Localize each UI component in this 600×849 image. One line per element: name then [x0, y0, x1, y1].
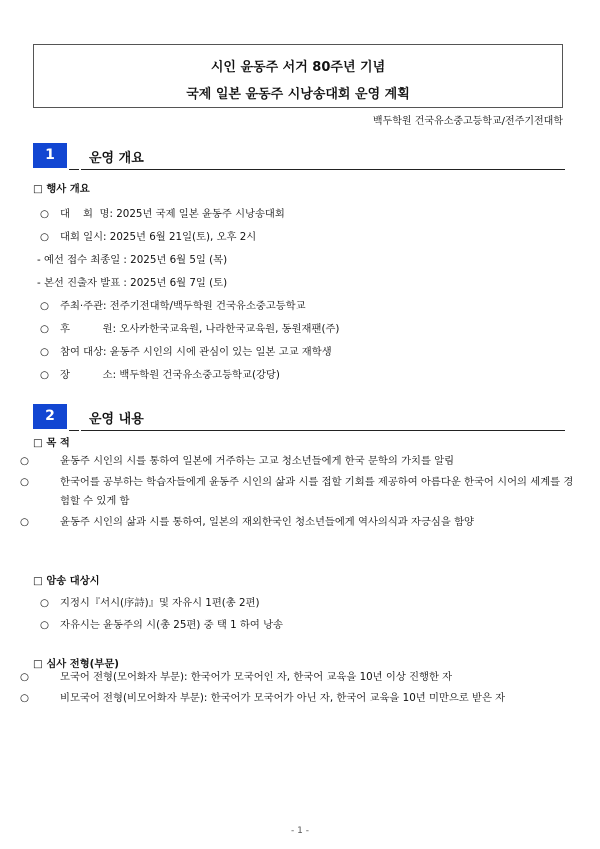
event-item-finalist-announce: - 본선 진출자 발표 : 2025년 6월 7일 (토): [37, 277, 228, 289]
circle-bullet-icon: ○: [40, 300, 49, 312]
circle-bullet-icon: ○: [40, 597, 49, 609]
document-title-box: [33, 44, 563, 108]
recital-item: ○ 지정시『서시(序詩)』및 자유시 1편(총 2편): [40, 597, 260, 609]
event-item-host: ○ 주최·주관: 전주기전대학/백두학원 건국유소중고등학교: [40, 300, 306, 312]
event-item-date: ○ 대회 일시: 2025년 6월 21일(토), 오후 2시: [40, 231, 257, 243]
recital-item: ○ 자유시는 윤동주의 시(총 25편) 중 택 1 하여 낭송: [40, 619, 283, 631]
organizer-line: 백두학원 건국유소중고등학교/전주기전대학: [372, 116, 563, 127]
circle-bullet-icon: ○: [20, 671, 29, 683]
circle-bullet-icon: ○: [20, 692, 29, 704]
page-number: - 1 -: [291, 826, 309, 836]
circle-bullet-icon: ○: [40, 346, 49, 358]
judging-item: ○ 비모국어 전형(비모어화자 부문): 한국어가 모국어가 아닌 자, 한국어 교육을 10년 미만으로 받은 자: [40, 689, 585, 708]
purpose-item: ○ 한국어를 공부하는 학습자들에게 윤동주 시인의 삶과 시를 접할 기회를 제공하여 아름다운 한국어 시어의 세계를 경험할 수 있게 함: [40, 473, 580, 511]
section-number-badge: 1: [33, 143, 67, 168]
circle-bullet-icon: ○: [20, 516, 29, 528]
event-item-name: ○ 대 회 명: 2025년 국제 일본 윤동주 시낭송대회: [40, 208, 285, 220]
purpose-heading: □ 목 적: [33, 437, 70, 449]
section-rule-short: [69, 430, 79, 431]
section-title: 운영 개요: [89, 151, 144, 166]
section-title: 운영 내용: [89, 412, 144, 427]
section-1-header: [33, 143, 565, 169]
purpose-item: ○ 윤동주 시인의 시를 통하여 일본에 거주하는 고교 청소년들에게 한국 문학의 가치를 알림: [40, 452, 580, 471]
event-overview-heading: □ 행사 개요: [33, 183, 90, 195]
circle-bullet-icon: ○: [20, 455, 29, 467]
circle-bullet-icon: ○: [40, 323, 49, 335]
section-number-badge: 2: [33, 404, 67, 429]
circle-bullet-icon: ○: [40, 208, 49, 220]
circle-bullet-icon: ○: [40, 231, 49, 243]
judging-heading: □ 심사 전형(부문): [33, 658, 119, 670]
section-rule-short: [69, 169, 79, 170]
title-line-1: 시인 윤동주 서거 80주년 기념: [210, 60, 386, 75]
title-line-2: 국제 일본 윤동주 시낭송대회 운영 계획: [186, 87, 410, 102]
circle-bullet-icon: ○: [40, 619, 49, 631]
section-rule: [81, 169, 565, 170]
circle-bullet-icon: ○: [40, 369, 49, 381]
event-item-target: ○ 참여 대상: 윤동주 시인의 시에 관심이 있는 일본 고교 재학생: [40, 346, 332, 358]
event-item-prelim-deadline: - 예선 접수 최종일 : 2025년 6월 5일 (목): [37, 254, 228, 266]
event-item-venue: ○ 장 소: 백두학원 건국유소중고등학교(강당): [40, 369, 280, 381]
event-item-sponsor: ○ 후 원: 오사카한국교육원, 나라한국교육원, 동원재팬(주): [40, 323, 340, 335]
section-2-header: [33, 404, 565, 430]
recital-heading: □ 암송 대상시: [33, 575, 100, 587]
judging-item: ○ 모국어 전형(모어화자 부문): 한국어가 모국어인 자, 한국어 교육을 10년 이상 진행한 자: [40, 668, 585, 687]
circle-bullet-icon: ○: [20, 476, 29, 488]
section-rule: [81, 430, 565, 431]
purpose-item: ○ 윤동주 시인의 삶과 시를 통하여, 일본의 재외한국인 청소년들에게 역사의식과 자긍심을 함양: [40, 513, 580, 532]
